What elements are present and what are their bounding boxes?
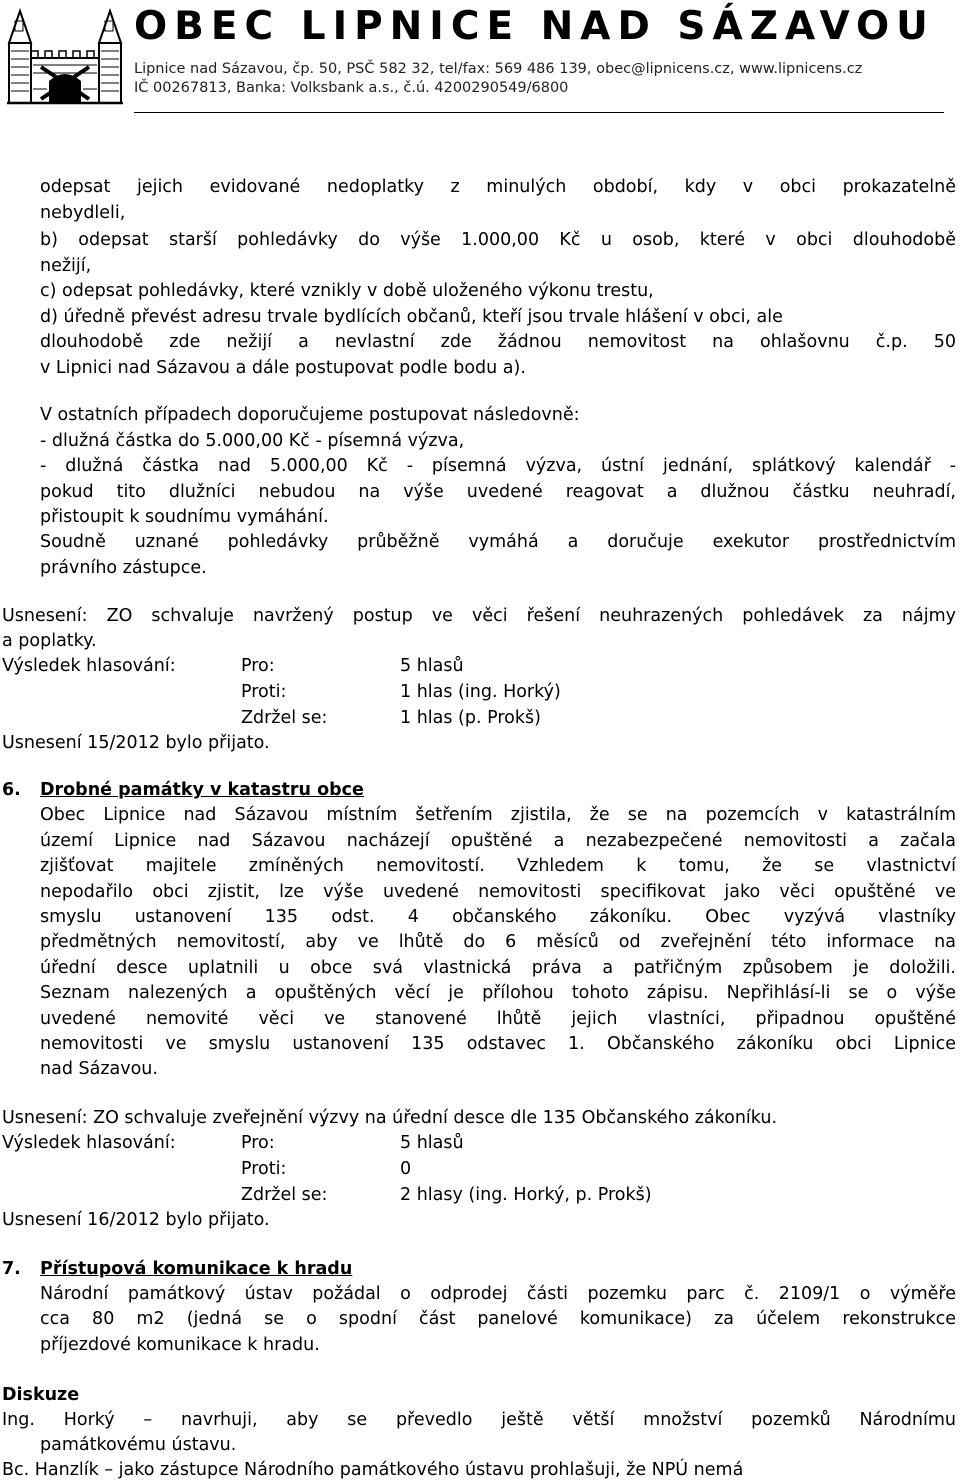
vote-label: Výsledek hlasování: [2,656,176,676]
section-line: předmětných nemovitostí, aby ve lhůtě do 6 měsíců od zveřejnění této informace na [40,932,956,952]
intro-line: odepsat jejich evidované nedoplatky z minulých období, kdy v obci prokazatelně [40,177,956,197]
section-title: Přístupová komunikace k hradu [40,1259,353,1279]
section-line: Obec Lipnice nad Sázavou místním šetřením zjistila, že se na pozemcích v katastrálním [40,805,956,825]
other-cases-line: - dlužná částka do 5.000,00 Kč - písemná výzva, [40,431,465,451]
section-line: nemovitosti ve smyslu ustanovení 135 odstavec 1. Občanského zákoníku obci Lipnice [40,1034,956,1054]
vote-abstain-value: 1 hlas (p. Prokš) [400,708,541,728]
other-cases-line: právního zástupce. [40,558,207,578]
municipality-title: OBEC LIPNICE NAD SÁZAVOU [134,4,935,49]
section-line: smyslu ustanovení 135 odst. 4 občanského zákoníku. Obec vyzývá vlastníky [40,907,956,927]
resolution-text: Usnesení: ZO schvaluje zveřejnění výzvy na úřední desce dle 135 Občanského zákoníku. [2,1108,778,1128]
section-line: cca 80 m2 (jedná se o spodní část panelové komunikace) za účelem rekonstrukce [40,1309,956,1329]
vote-label: Výsledek hlasování: [2,1133,176,1153]
discussion-line: Bc. Hanzlík – jako zástupce Národního památkového ústavu prohlašuji, že NPÚ nemá [2,1460,744,1480]
vote-pro-value: 5 hlasů [400,656,464,676]
section-line: Seznam nalezených a opuštěných věcí je přílohou tohoto zápisu. Nepřihlásí-li se o výše [40,983,956,1003]
header-divider [134,112,944,113]
vote-proti-label: Proti: [241,1159,287,1179]
intro-line: d) úředně převést adresu trvale bydlících občanů, kteří jsou trvale hlášení v obci, ale [40,307,783,327]
section-line: nad Sázavou. [40,1059,158,1079]
section-number: 7. [2,1259,21,1279]
resolution-text: a poplatky. [2,631,97,651]
intro-line: v Lipnici nad Sázavou a dále postupovat podle bodu a). [40,358,526,378]
vote-abstain-label: Zdržel se: [241,1185,328,1205]
section-line: příjezdové komunikace k hradu. [40,1335,320,1355]
section-number: 6. [2,780,21,800]
vote-pro-label: Pro: [241,1133,275,1153]
discussion-line: Ing. Horký – navrhuji, aby se převedlo ještě větší množství pozemků Národnímu [2,1410,956,1430]
other-cases-line: Soudně uznané pohledávky průběžně vymáhá a doručuje exekutor prostřednictvím [40,532,956,552]
vote-pro-value: 5 hlasů [400,1133,464,1153]
other-cases-line: pokud tito dlužníci nebudou na výše uvedené reagovat a dlužnou částku neuhradí, [40,482,956,502]
section-line: území Lipnice nad Sázavou nacházejí opuštěné a nezabezpečené nemovitosti a začala [40,831,956,851]
intro-line: nebydleli, [40,203,126,223]
discussion-heading: Diskuze [2,1385,80,1405]
vote-proti-value: 1 hlas (ing. Horký) [400,682,561,702]
vote-pro-label: Pro: [241,656,275,676]
intro-line: nežijí, [40,256,92,276]
section-line: uvedené nemovité věci ve stanovené lhůtě jejich vlastníci, připadnou opuštěné [40,1009,956,1029]
vote-abstain-label: Zdržel se: [241,708,328,728]
intro-line: c) odepsat pohledávky, které vznikly v době uloženého výkonu trestu, [40,281,654,301]
section-line: zjišťovat majitele zmíněných nemovitostí. Vzhledem k tomu, že se vlastnictví [40,856,956,876]
vote-proti-label: Proti: [241,682,287,702]
section-line: Národní památkový ústav požádal o odprodej části pozemku parc č. 2109/1 o výměře [40,1284,956,1304]
resolution-result: Usnesení 16/2012 bylo přijato. [2,1210,270,1230]
other-cases-line: přistoupit k soudnímu vymáhání. [40,507,329,527]
section-title: Drobné památky v katastru obce [40,780,364,800]
other-cases-line: V ostatních případech doporučujeme postupovat následovně: [40,405,580,425]
intro-line: b) odepsat starší pohledávky do výše 1.000,00 Kč u osob, které v obci dlouhodobě [40,230,956,250]
vote-abstain-value: 2 hlasy (ing. Horký, p. Prokš) [400,1185,652,1205]
section-line: nepodařilo obci zjistit, lze výše uvedené nemovitosti specifikovat jako věci opuštěné ve [40,882,956,902]
discussion-line: památkovému ústavu. [40,1435,237,1455]
header-contact: Lipnice nad Sázavou, čp. 50, PSČ 582 32, tel/fax: 569 486 139, obec@lipnicens.cz, www.lipnicens.cz [134,61,863,77]
resolution-result: Usnesení 15/2012 bylo přijato. [2,733,270,753]
coat-of-arms-logo [5,3,125,119]
header-bank-info: IČ 00267813, Banka: Volksbank a.s., č.ú. 4200290549/6800 [134,80,569,96]
section-line: úřední desce uplatnili u obce svá vlastnická práva a patřičným způsobem je doložili. [40,958,956,978]
other-cases-line: - dlužná částka nad 5.000,00 Kč - písemná výzva, ústní jednání, splátkový kalendář - [40,456,956,476]
intro-line: dlouhodobě zde nežijí a nevlastní zde žádnou nemovitost na ohlašovnu č.p. 50 [40,332,956,352]
vote-proti-value: 0 [400,1159,412,1179]
resolution-text: Usnesení: ZO schvaluje navržený postup ve věci řešení neuhrazených pohledávek za nájmy [2,606,956,626]
